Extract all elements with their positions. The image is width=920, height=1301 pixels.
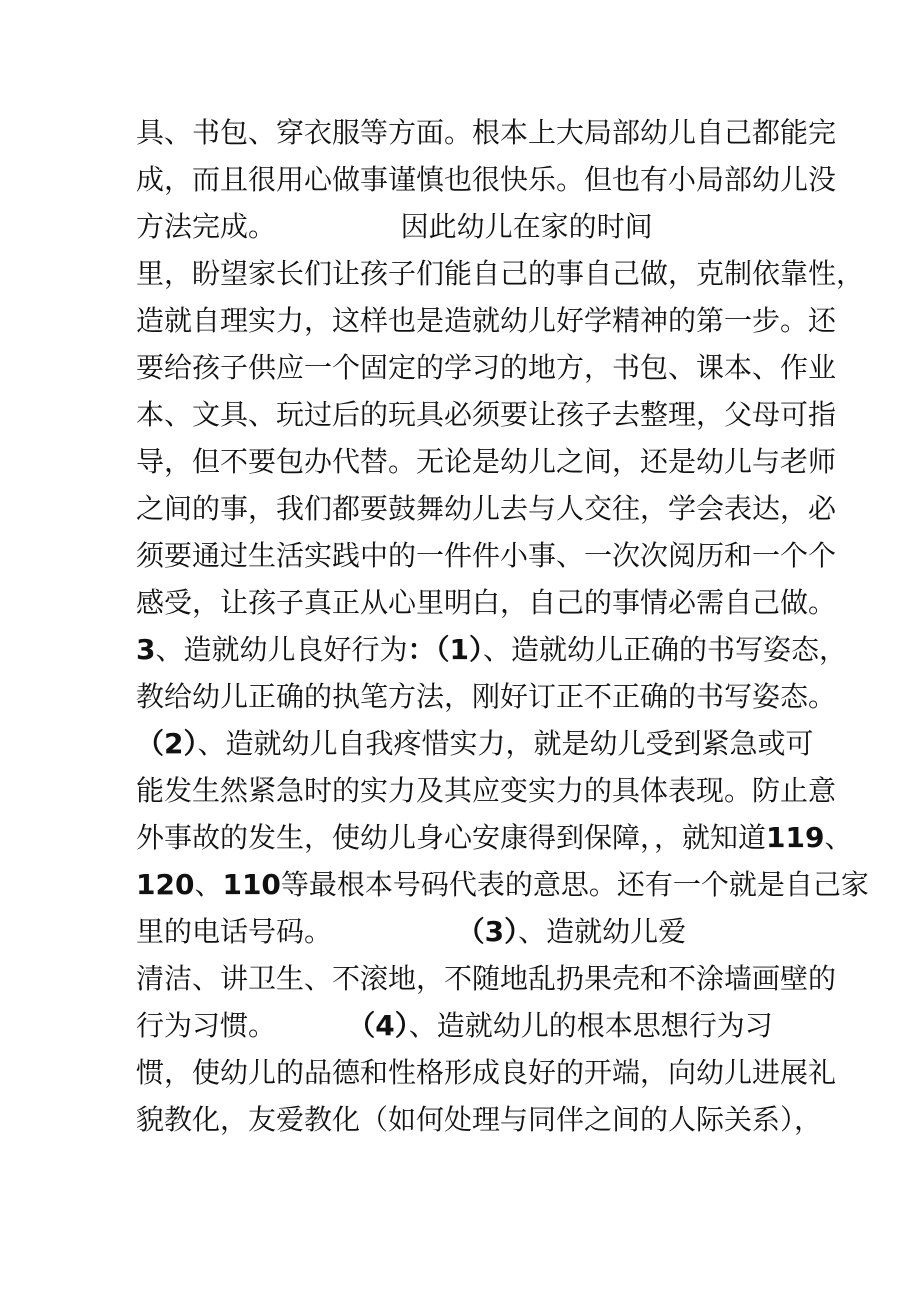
text-line: 教给幼儿正确的执笔方法，刚好订正不正确的书写姿态。 — [136, 680, 837, 713]
section-number: 3 — [136, 633, 156, 666]
body-text — [136, 109, 869, 1143]
phone-number: 120 — [136, 868, 195, 901]
text-line: 清洁、讲卫生、不滚地，不随地乱扔果壳和不涂墙画壁的 — [136, 962, 837, 995]
item-number: （4） — [347, 1009, 409, 1042]
text-line: 惯，使幼儿的品德和性格形成良好的开端，向幼儿进展礼 — [136, 1056, 837, 1089]
text-line: 120、110等最根本号码代表的意思。还有一个就是自己家 — [136, 868, 869, 901]
text-line: 具、书包、穿衣服等方面。根本上大局部幼儿自己都能完 — [136, 116, 837, 149]
text-line: 须要通过生活实践中的一件件小事、一次次阅历和一个个 — [136, 539, 837, 572]
text-line: 能发生然紧急时的实力及其应变实力的具体表现。防止意 — [136, 774, 837, 807]
phone-number: 119 — [766, 821, 825, 854]
text-line: 行为习惯。 （4）、造就幼儿的根本思想行为习 — [136, 1009, 773, 1042]
phone-number: 110 — [222, 868, 281, 901]
text-line: 造就自理实力，这样也是造就幼儿好学精神的第一步。还 — [136, 304, 837, 337]
text-line: 本、文具、玩过后的玩具必须要让孩子去整理，父母可指 — [136, 398, 837, 431]
item-number: ：（1） — [407, 633, 483, 666]
text-line: 外事故的发生，使幼儿身心安康得到保障，，就知道119、 — [136, 821, 853, 854]
text-line: 方法完成。 因此幼儿在家的时间 — [136, 210, 653, 243]
text-line: 导，但不要包办代替。无论是幼儿之间，还是幼儿与老师 — [136, 445, 837, 478]
text-line: 里的电话号码。 （3）、造就幼儿爱 — [136, 915, 687, 948]
item-number: （2） — [136, 727, 198, 760]
text-line: 貌教化，友爱教化（如何处理与同伴之间的人际关系）， — [136, 1103, 823, 1136]
item-number: （3） — [456, 915, 519, 948]
text-line: 成，而且很用心做事谨慎也很快乐。但也有小局部幼儿没 — [136, 163, 837, 196]
text-line: 感受，让孩子真正从心里明白，自己的事情必需自己做。 — [136, 586, 837, 619]
section-heading-line: 3、造就幼儿良好行为：（1）、造就幼儿正确的书写姿态， — [136, 633, 847, 666]
text-line: 里，盼望家长们让孩子们能自己的事自己做，克制依靠性， — [136, 257, 865, 290]
text-line: 要给孩子供应一个固定的学习的地方，书包、课本、作业 — [136, 351, 837, 384]
text-line: 之间的事，我们都要鼓舞幼儿去与人交往，学会表达，必 — [136, 492, 837, 525]
text-line: （2）、造就幼儿自我疼惜实力，就是幼儿受到紧急或可 — [136, 727, 814, 760]
